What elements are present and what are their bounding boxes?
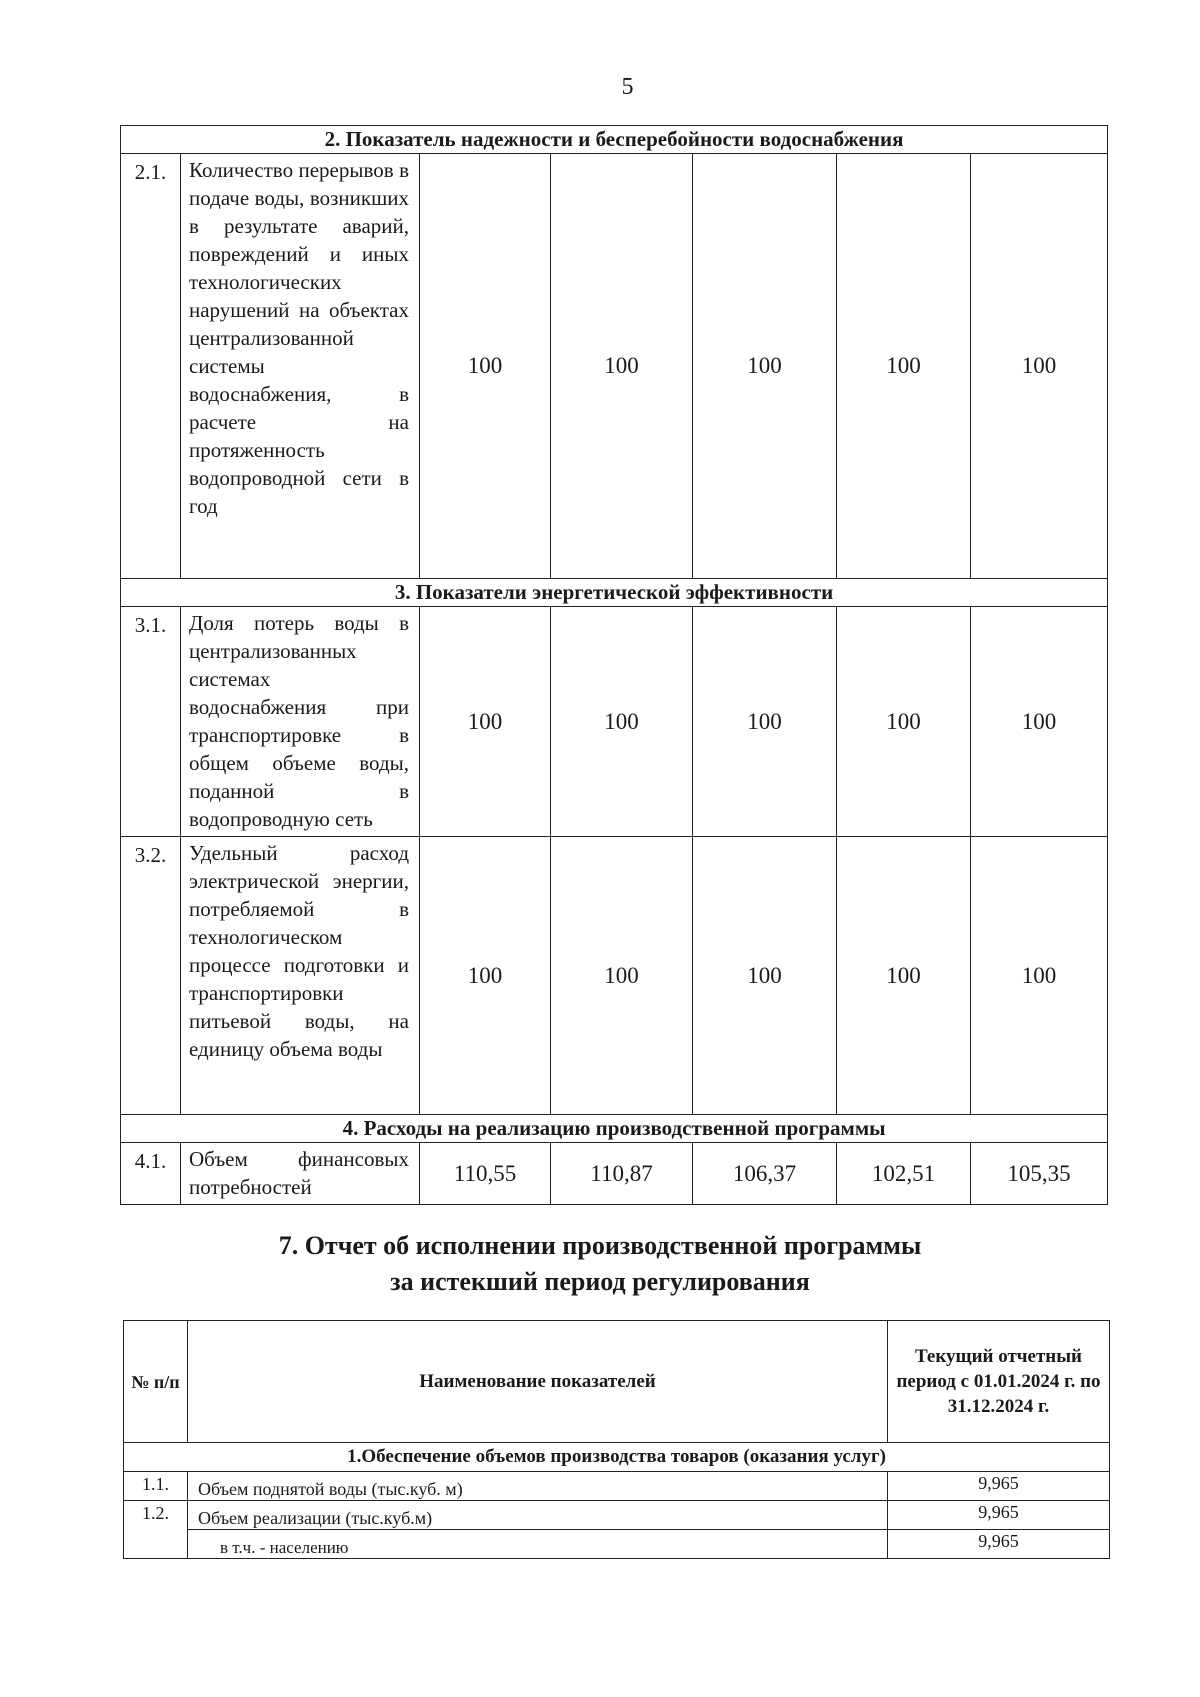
report-title	[0, 1228, 1200, 1300]
report-table	[123, 1320, 1110, 1559]
table-row	[124, 1472, 1110, 1501]
column-header-number: № п/п	[124, 1321, 188, 1443]
value-cell: 100	[551, 607, 693, 837]
value-cell: 100	[971, 837, 1108, 1115]
report-title-line-2: за истекший период регулирования	[390, 1267, 810, 1296]
row-number: 2.1.	[121, 154, 181, 579]
value-cell: 100	[420, 154, 551, 579]
table-row	[121, 1143, 1108, 1205]
indicator-name: Доля потерь воды в централизованных системах водоснабжения при транспортировке в общем объеме воды, поданной в водопроводную сеть	[181, 607, 420, 837]
section-title: 2. Показатель надежности и бесперебойности водоснабжения	[121, 126, 1108, 154]
indicator-name: Объем поднятой воды (тыс.куб. м)	[188, 1472, 888, 1501]
table-row	[124, 1501, 1110, 1530]
table-row	[121, 154, 1108, 579]
value-cell: 110,55	[420, 1143, 551, 1205]
value-cell: 110,87	[551, 1143, 693, 1205]
report-title-line-1: 7. Отчет об исполнении производственной программы	[278, 1231, 922, 1260]
value-cell: 102,51	[837, 1143, 971, 1205]
section-header-row	[121, 1115, 1108, 1143]
value-cell: 100	[551, 837, 693, 1115]
section-header-row	[124, 1443, 1110, 1472]
row-number: 1.1.	[124, 1472, 188, 1501]
value-cell: 100	[971, 607, 1108, 837]
value-cell: 100	[837, 607, 971, 837]
section-title: 3. Показатели энергетической эффективности	[121, 579, 1108, 607]
indicator-name: Удельный расход электрической энергии, потребляемой в технологическом процессе подготовки и транспортировки питьевой воды, на единицу объема воды	[181, 837, 420, 1115]
section-header-row	[121, 579, 1108, 607]
value-cell: 9,965	[888, 1530, 1110, 1559]
table-row	[121, 837, 1108, 1115]
value-cell: 100	[693, 154, 837, 579]
row-number: 3.2.	[121, 837, 181, 1115]
indicator-name: Объем реализации (тыс.куб.м)	[188, 1501, 888, 1530]
indicator-name: Количество перерывов в подаче воды, возникших в результате аварий, повреждений и иных технологических нарушений на объектах централизованной системы водоснабжения, в расчете на протяженность водопроводной сети в год	[181, 154, 420, 579]
value-cell: 100	[551, 154, 693, 579]
value-cell: 100	[420, 837, 551, 1115]
row-number: 3.1.	[121, 607, 181, 837]
value-cell: 9,965	[888, 1501, 1110, 1530]
table-row	[121, 607, 1108, 837]
value-cell: 105,35	[971, 1143, 1108, 1205]
value-cell: 100	[971, 154, 1108, 579]
indicator-name: в т.ч. - населению	[188, 1530, 888, 1559]
row-number	[124, 1530, 188, 1559]
row-number: 1.2.	[124, 1501, 188, 1530]
header-row	[124, 1321, 1110, 1443]
value-cell: 100	[837, 154, 971, 579]
page-number: 5	[621, 74, 634, 100]
value-cell: 9,965	[888, 1472, 1110, 1501]
value-cell: 106,37	[693, 1143, 837, 1205]
value-cell: 100	[837, 837, 971, 1115]
indicators-table	[120, 125, 1108, 1205]
value-cell: 100	[420, 607, 551, 837]
value-cell: 100	[693, 607, 837, 837]
value-cell: 100	[693, 837, 837, 1115]
column-header-name: Наименование показателей	[188, 1321, 888, 1443]
section-title: 1.Обеспечение объемов производства товаров (оказания услуг)	[124, 1443, 1110, 1472]
section-title: 4. Расходы на реализацию производственной программы	[121, 1115, 1108, 1143]
section-header-row	[121, 126, 1108, 154]
column-header-period: Текущий отчетный период с 01.01.2024 г. по 31.12.2024 г.	[888, 1321, 1110, 1443]
row-number: 4.1.	[121, 1143, 181, 1205]
table-row	[124, 1530, 1110, 1559]
indicator-name: Объем финансовых потребностей	[181, 1143, 420, 1205]
